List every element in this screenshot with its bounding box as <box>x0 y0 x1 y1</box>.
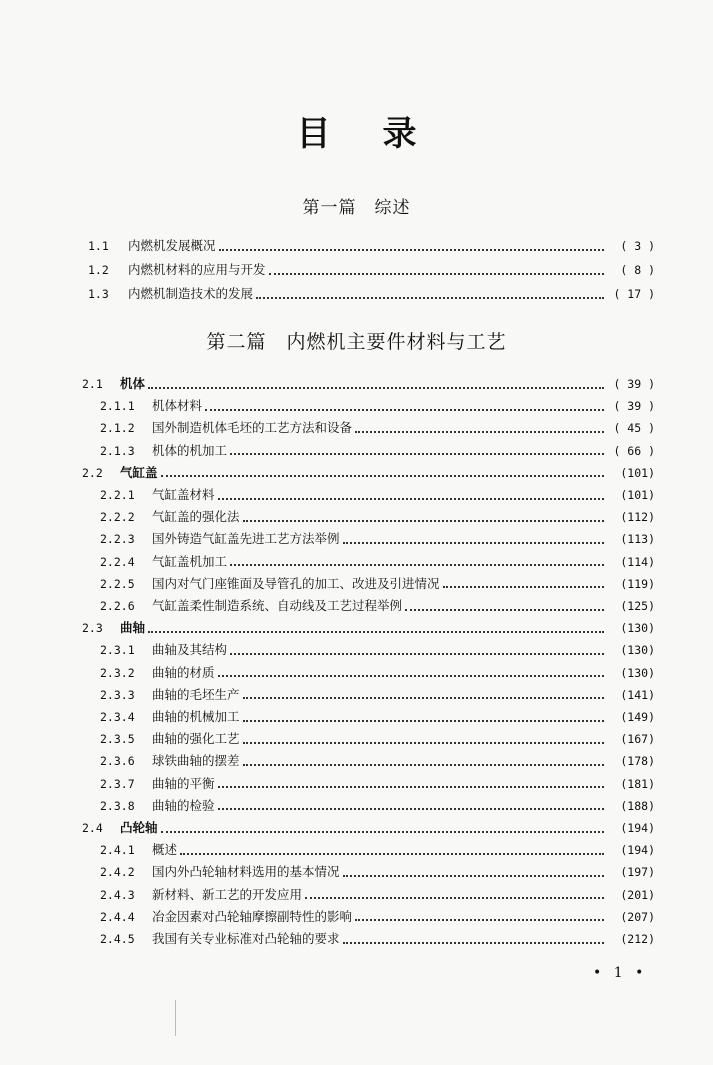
toc-entry-title: 气缸盖柔性制造系统、自动线及工艺过程举例 <box>152 598 403 613</box>
toc-entry-number: 2.2.5 <box>100 576 135 591</box>
toc-entry-number: 2.2.1 <box>100 488 135 502</box>
toc-entry-title: 内燃机发展概况 <box>128 238 216 253</box>
toc-entry <box>100 418 655 438</box>
toc-entry-title: 曲轴的材质 <box>152 664 215 680</box>
toc-entry-title: 国外铸造气缸盖先进工艺方法举例 <box>152 531 340 547</box>
dot-leader <box>243 719 604 722</box>
toc-entry <box>100 840 655 860</box>
toc-entry <box>100 885 655 905</box>
dot-leader <box>218 785 604 788</box>
dot-leader <box>355 918 604 921</box>
page-number: • 1 • <box>593 965 648 981</box>
toc-entry <box>100 862 655 882</box>
dot-leader <box>230 563 604 566</box>
dot-leader <box>405 608 604 611</box>
toc-entry-number: 2.3 <box>82 621 103 636</box>
toc-entry-page: (167) <box>620 732 655 747</box>
toc-entry-page: (149) <box>620 710 655 724</box>
toc-entry-page: (178) <box>620 754 655 769</box>
toc-entry-title: 曲轴的毛坯生产 <box>152 686 240 702</box>
dot-leader <box>243 763 604 766</box>
toc-entry-title: 气缸盖材料 <box>152 487 215 502</box>
toc-entry-title: 曲轴 <box>120 620 146 636</box>
toc-entry-number: 2.1.3 <box>100 443 135 458</box>
dot-leader <box>218 497 604 500</box>
toc-entry <box>100 774 655 794</box>
toc-entry <box>100 640 655 660</box>
dot-leader <box>218 807 604 810</box>
toc-entry-page: (188) <box>620 798 655 813</box>
toc-entry-page: (112) <box>620 510 655 525</box>
toc-entry-title: 曲轴的检验 <box>152 797 215 813</box>
toc-entry-title: 机体的机加工 <box>152 442 228 458</box>
toc-entry-number: 1.2 <box>88 263 109 277</box>
toc-entry-title: 概述 <box>152 842 178 858</box>
toc-entry-title: 内燃机制造技术的发展 <box>128 286 254 301</box>
toc-entry-title: 曲轴的平衡 <box>152 775 215 791</box>
toc-entry-number: 2.3.2 <box>100 665 135 680</box>
toc-entry-page: (113) <box>620 532 655 547</box>
toc-entry-page: ( 17 ) <box>613 287 655 301</box>
scan-artifact <box>175 1000 176 1036</box>
toc-entry-title: 球铁曲轴的摆差 <box>152 753 240 769</box>
toc-entry <box>100 707 655 727</box>
toc-entry-title: 机体材料 <box>152 398 203 414</box>
toc-entry <box>100 552 655 572</box>
toc-entry-title: 国内对气门座锥面及导管孔的加工、改进及引进情况 <box>152 575 440 591</box>
dot-leader <box>180 852 604 855</box>
dot-leader <box>230 652 604 655</box>
toc-entry-page: (130) <box>620 643 655 658</box>
toc-entry-page: (101) <box>620 488 655 502</box>
toc-entry <box>100 529 655 549</box>
toc-entry <box>100 729 655 749</box>
toc-entry <box>82 618 655 638</box>
toc-entry <box>100 396 655 416</box>
part-2-heading: 第二篇 内燃机主要件材料与工艺 <box>206 331 507 353</box>
dot-leader <box>269 272 604 275</box>
dot-leader <box>161 830 604 833</box>
toc-entry-page: ( 45 ) <box>613 421 655 436</box>
toc-entry-number: 2.2.6 <box>100 599 135 613</box>
toc-entry-page: (201) <box>620 887 655 902</box>
dot-leader <box>243 696 604 699</box>
toc-entry-title: 气缸盖 <box>120 464 158 480</box>
toc-entry-page: (101) <box>620 465 655 480</box>
toc-entry-page: (194) <box>620 821 655 835</box>
toc-entry-number: 2.3.7 <box>100 776 135 791</box>
dot-leader <box>256 296 604 299</box>
toc-entry-title: 凸轮轴 <box>120 820 158 835</box>
toc-entry-title: 曲轴的机械加工 <box>152 709 240 724</box>
dot-leader <box>305 896 604 899</box>
toc-entry <box>82 374 655 394</box>
toc-entry-number: 2.3.5 <box>100 732 135 747</box>
toc-entry-title: 气缸盖的强化法 <box>152 509 240 525</box>
toc-entry <box>100 796 655 816</box>
toc-entry-number: 2.4.3 <box>100 887 135 902</box>
toc-entry-number: 2.1.2 <box>100 421 135 436</box>
dot-leader <box>205 408 604 411</box>
dot-leader <box>243 741 604 744</box>
toc-entry <box>88 236 655 256</box>
toc-entry-page: (130) <box>620 665 655 680</box>
dot-leader <box>230 452 604 455</box>
toc-entry <box>100 685 655 705</box>
toc-entry-number: 2.4.4 <box>100 909 135 924</box>
page-title: 目录 <box>296 114 469 154</box>
dot-leader <box>218 674 604 677</box>
toc-entry-title: 国外制造机体毛坯的工艺方法和设备 <box>152 420 353 436</box>
dot-leader <box>148 386 604 389</box>
toc-entry <box>100 907 655 927</box>
toc-entry-page: ( 3 ) <box>620 239 655 253</box>
part-1-heading: 第一篇 综述 <box>302 198 411 218</box>
toc-entry-number: 2.4.5 <box>100 932 135 946</box>
toc-entry-page: ( 39 ) <box>613 399 655 414</box>
toc-entry <box>82 463 655 483</box>
toc-entry <box>82 818 655 838</box>
toc-entry-number: 2.4 <box>82 821 103 835</box>
toc-entry-page: (207) <box>620 909 655 924</box>
toc-entry-number: 2.4.1 <box>100 843 135 858</box>
toc-entry-title: 曲轴的强化工艺 <box>152 731 240 747</box>
toc-entry-title: 气缸盖机加工 <box>152 553 228 569</box>
toc-entry <box>100 663 655 683</box>
toc-entry <box>88 284 655 304</box>
dot-leader <box>148 630 604 633</box>
toc-entry-title: 曲轴及其结构 <box>152 642 228 658</box>
toc-entry-number: 2.1.1 <box>100 399 135 414</box>
toc-entry-title: 新材料、新工艺的开发应用 <box>152 886 303 902</box>
toc-entry-page: (181) <box>620 776 655 791</box>
dot-leader <box>243 519 604 522</box>
toc-entry-title: 国内外凸轮轴材料选用的基本情况 <box>152 864 340 880</box>
toc-entry-number: 2.3.1 <box>100 643 135 658</box>
toc-entry-page: ( 39 ) <box>613 377 655 391</box>
toc-entry <box>100 507 655 527</box>
toc-entry-number: 2.3.6 <box>100 754 135 769</box>
toc-entry-number: 2.2.3 <box>100 532 135 547</box>
toc-entry-page: (197) <box>620 865 655 880</box>
toc-entry-number: 2.3.4 <box>100 710 135 724</box>
toc-entry-number: 1.1 <box>88 239 109 253</box>
dot-leader <box>343 541 604 544</box>
dot-leader <box>343 941 604 944</box>
toc-entry-number: 2.3.8 <box>100 798 135 813</box>
dot-leader <box>219 248 604 251</box>
toc-entry-title: 冶金因素对凸轮轴摩擦副特性的影响 <box>152 908 353 924</box>
toc-entry-number: 1.3 <box>88 287 109 301</box>
toc-entry <box>100 596 655 616</box>
dot-leader <box>443 585 604 588</box>
toc-entry <box>100 751 655 771</box>
dot-leader <box>343 874 604 877</box>
toc-entry <box>100 441 655 461</box>
toc-entry-page: ( 66 ) <box>613 443 655 458</box>
toc-entry-page: (141) <box>620 687 655 702</box>
toc-entry-page: (114) <box>620 554 655 569</box>
toc-entry-page: (130) <box>620 621 655 636</box>
toc-entry-number: 2.1 <box>82 377 103 391</box>
toc-entry <box>100 574 655 594</box>
dot-leader <box>161 474 604 477</box>
toc-entry-page: (194) <box>620 843 655 858</box>
toc-entry-number: 2.3.3 <box>100 687 135 702</box>
toc-entry-title: 我国有关专业标准对凸轮轴的要求 <box>152 931 340 946</box>
toc-entry-title: 内燃机材料的应用与开发 <box>128 262 266 277</box>
toc-entry-page: ( 8 ) <box>620 263 655 277</box>
toc-entry <box>88 260 655 280</box>
toc-entry <box>100 929 655 949</box>
toc-entry-page: (125) <box>620 599 655 613</box>
toc-entry-number: 2.2.2 <box>100 510 135 525</box>
toc-entry-title: 机体 <box>120 376 146 391</box>
toc-entry-number: 2.4.2 <box>100 865 135 880</box>
toc-entry-number: 2.2 <box>82 465 103 480</box>
toc-entry-page: (212) <box>620 932 655 946</box>
dot-leader <box>355 430 604 433</box>
toc-entry-page: (119) <box>620 576 655 591</box>
toc-entry-number: 2.2.4 <box>100 554 135 569</box>
toc-entry <box>100 485 655 505</box>
